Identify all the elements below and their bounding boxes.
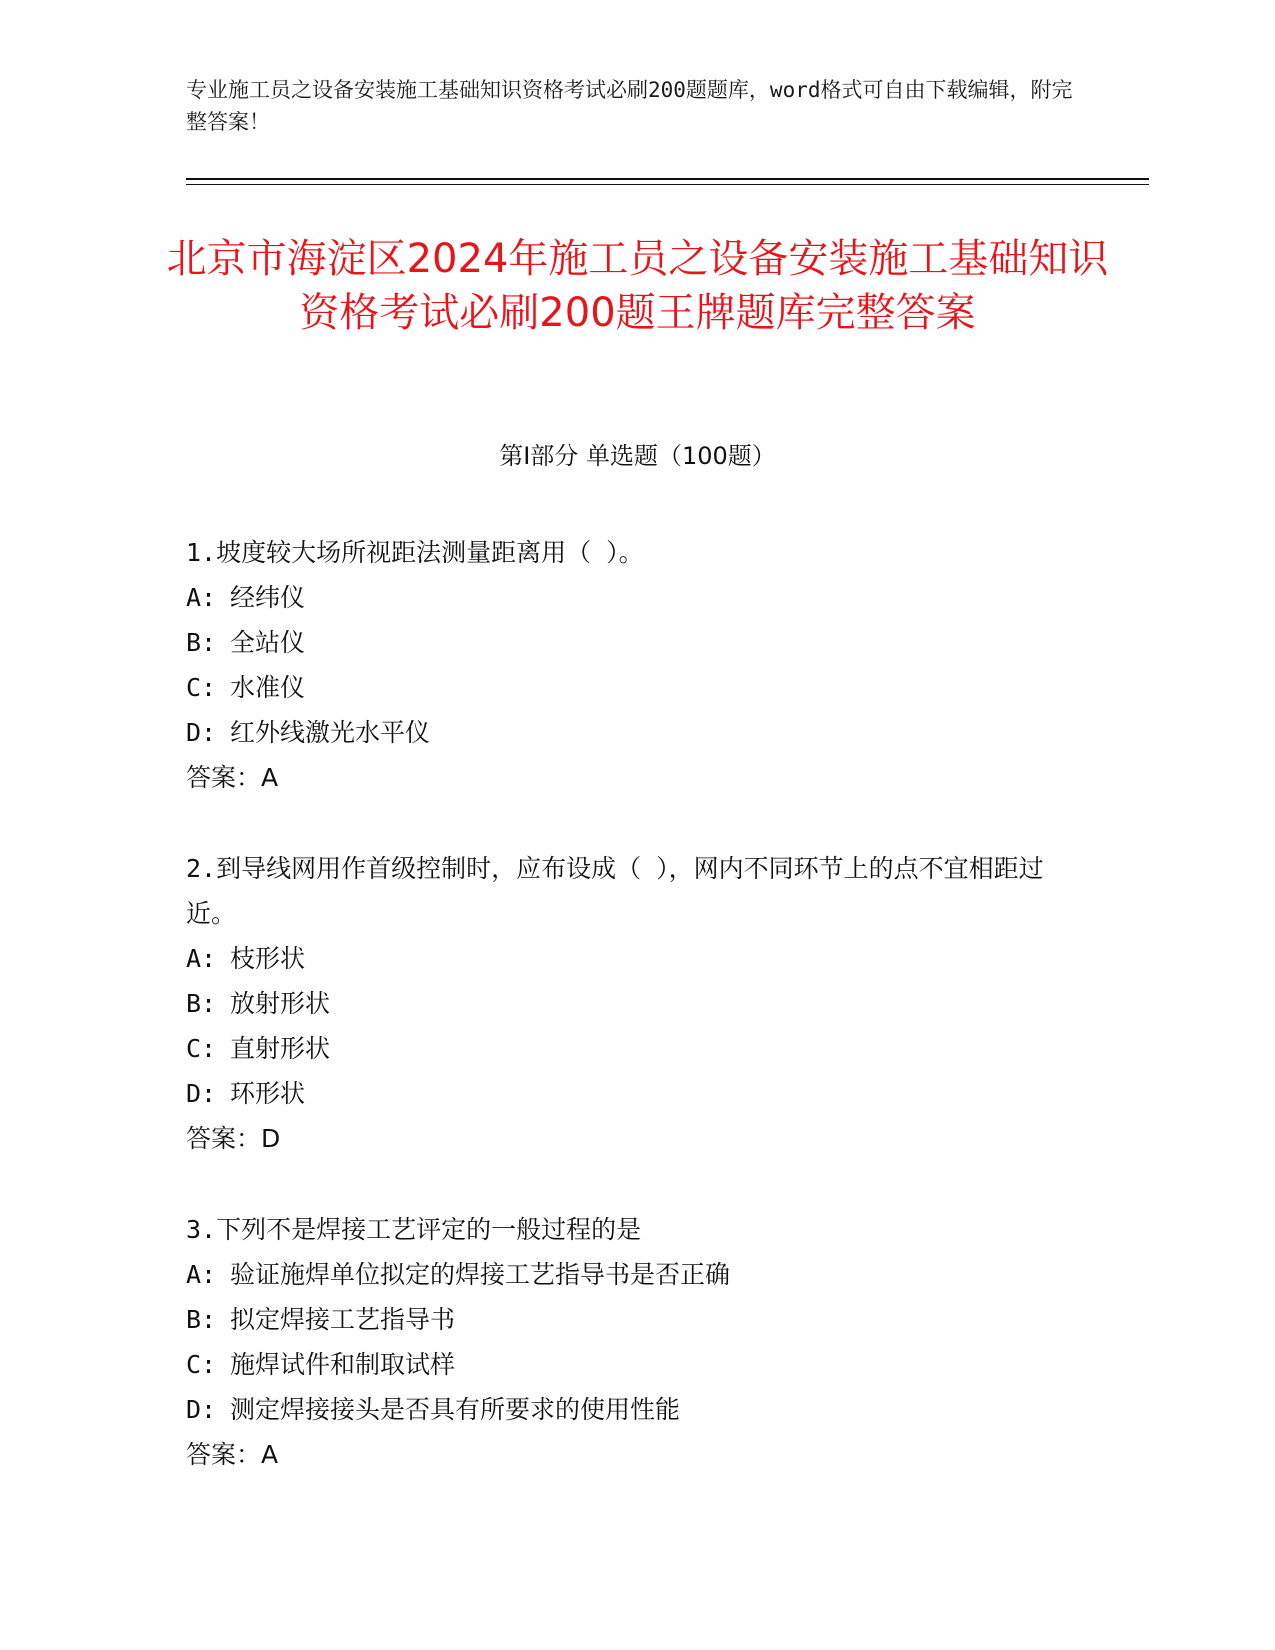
option-letter: D: xyxy=(186,1079,217,1108)
option-text: 直射形状 xyxy=(230,1034,331,1063)
header-divider-thin xyxy=(186,184,1149,185)
option-text: 放射形状 xyxy=(230,989,331,1018)
option-c xyxy=(186,1026,1086,1071)
header-note: 专业施工员之设备安装施工基础知识资格考试必刷200题题库，word格式可自由下载编辑，附完整答案！ xyxy=(186,78,1073,134)
option-c xyxy=(186,665,1086,710)
option-c xyxy=(186,1342,1086,1387)
option-text: 测定焊接接头是否具有所要求的使用性能 xyxy=(230,1395,681,1424)
option-letter: C: xyxy=(186,1034,217,1063)
option-text: 施焊试件和制取试样 xyxy=(230,1350,456,1379)
question-1 xyxy=(186,530,1086,800)
option-text: 经纬仪 xyxy=(230,583,306,612)
question-list xyxy=(186,530,1086,1523)
option-text: 水准仪 xyxy=(230,673,306,702)
option-text: 全站仪 xyxy=(230,628,306,657)
option-b xyxy=(186,1297,1086,1342)
document-title: 北京市海淀区2024年施工员之设备安装施工基础知识资格考试必刷200题王牌题库完整答案 xyxy=(166,236,1109,336)
option-letter: A: xyxy=(186,944,217,973)
option-letter: D: xyxy=(186,1395,217,1424)
option-text: 枝形状 xyxy=(230,944,306,973)
option-b xyxy=(186,981,1086,1026)
option-a xyxy=(186,575,1086,620)
option-b xyxy=(186,620,1086,665)
question-stem: 1.坡度较大场所视距法测量距离用（ ）。 xyxy=(186,538,644,567)
option-letter: D: xyxy=(186,718,217,747)
option-letter: C: xyxy=(186,673,217,702)
question-stem: 3.下列不是焊接工艺评定的一般过程的是 xyxy=(186,1215,642,1244)
answer-line: 答案：D xyxy=(186,1124,281,1153)
option-letter: B: xyxy=(186,989,217,1018)
section-heading: 第Ⅰ部分 单选题（100题） xyxy=(499,442,776,470)
option-a xyxy=(186,936,1086,981)
option-text: 验证施焊单位拟定的焊接工艺指导书是否正确 xyxy=(230,1260,731,1289)
question-3 xyxy=(186,1207,1086,1477)
option-letter: A: xyxy=(186,1260,217,1289)
option-letter: B: xyxy=(186,1305,217,1334)
option-letter: C: xyxy=(186,1350,217,1379)
option-d xyxy=(186,1071,1086,1116)
option-d xyxy=(186,710,1086,755)
answer-line: 答案：A xyxy=(186,1440,279,1469)
option-d xyxy=(186,1387,1086,1432)
option-letter: B: xyxy=(186,628,217,657)
header-divider-thick xyxy=(186,178,1149,180)
option-a xyxy=(186,1252,1086,1297)
question-stem: 2.到导线网用作首级控制时，应布设成（ ），网内不同环节上的点不宜相距过近。 xyxy=(186,854,1044,928)
question-2 xyxy=(186,846,1086,1161)
option-text: 拟定焊接工艺指导书 xyxy=(230,1305,456,1334)
answer-line: 答案：A xyxy=(186,763,279,792)
option-text: 环形状 xyxy=(230,1079,306,1108)
option-letter: A: xyxy=(186,583,217,612)
option-text: 红外线激光水平仪 xyxy=(230,718,431,747)
